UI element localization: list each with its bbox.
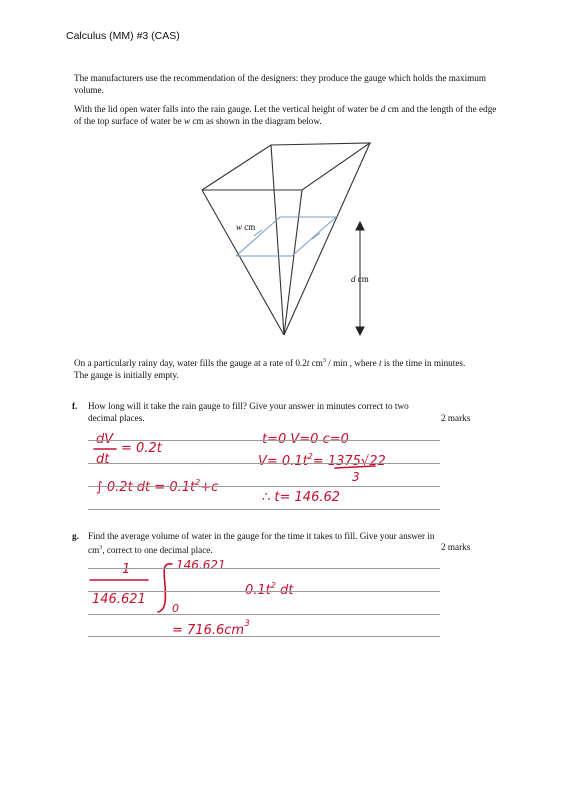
- rate-paragraph: On a particularly rainy day, water fills the gauge at a rate of 0.2t $cm^3$ / min , where t is the time in minutes. The gauge is initially empty.: [74, 358, 466, 381]
- gauge-top-edge: [202, 143, 370, 190]
- answer-line-f-3: [88, 486, 440, 487]
- hw-lower-limit: 0: [172, 602, 179, 615]
- question-g-marks: 2 marks: [441, 542, 471, 552]
- answer-line-f-1: [88, 440, 440, 441]
- hw-integral-sign: [158, 564, 172, 612]
- hw-dt: dt: [96, 452, 110, 467]
- gauge-edge-front-right: [284, 190, 302, 335]
- gauge-edge-front-left: [202, 190, 284, 335]
- intro-paragraph-1: The manufacturers use the recommendation of the designers: they produce the gauge which holds the maximum volume.: [74, 73, 487, 95]
- hw-denominator-g: 146.621: [92, 592, 146, 607]
- answer-line-g-3: [88, 614, 440, 615]
- question-g-text: Find the average volume of water in the gauge for the time it takes to fill. Give your answer in $cm^3$, correct to one decimal place.: [88, 531, 435, 555]
- hw-result: = $716.6cm^3$: [172, 619, 250, 638]
- hw-answer-f: ∴ t= 146.62: [262, 490, 341, 505]
- hw-dv: dV: [96, 432, 114, 447]
- question-f-marks: 2 marks: [441, 413, 471, 423]
- gauge-edge-back-left: [271, 145, 284, 335]
- answer-line-f-2: [88, 463, 440, 464]
- hw-eq1: = 0.2t: [121, 441, 162, 456]
- d-label: d cm: [351, 274, 369, 284]
- hw-integral: ∫ 0.2t dt = $0.1t^2+c$: [96, 478, 219, 495]
- gauge-edge-back-right: [284, 143, 370, 335]
- handwriting-f: [94, 432, 386, 505]
- question-f-text: How long will it take the rain gauge to fill? Give your answer in minutes correct to two decimal places.: [88, 401, 409, 423]
- answer-line-f-4: [88, 509, 440, 510]
- hw-integrand: $0.1t^2$ dt: [245, 581, 294, 598]
- handwriting-g: [90, 558, 294, 638]
- question-f-number: f.: [72, 401, 78, 411]
- hw-conditions: t=0 V=0 c=0: [262, 432, 349, 447]
- hw-numerator: 1: [122, 562, 131, 577]
- question-g-number: g.: [72, 531, 79, 541]
- hw-volume-eq: $V= 0.1t^2= 1375√22$: [258, 452, 386, 469]
- hw-upper-limit: 146.621: [176, 558, 226, 572]
- answer-line-g-1: [88, 568, 440, 569]
- answer-line-g-2: [88, 591, 440, 592]
- hw-denominator: 3: [352, 470, 360, 484]
- w-label: w cm: [236, 222, 256, 232]
- intro-paragraph-2: With the lid open water falls into the rain gauge. Let the vertical height of water be d cm and the length of the edge of the top surface of water be w cm as shown in the diagram below.: [74, 104, 497, 126]
- answer-line-g-4: [88, 636, 440, 637]
- page-header: Calculus (MM) #3 (CAS): [66, 30, 180, 42]
